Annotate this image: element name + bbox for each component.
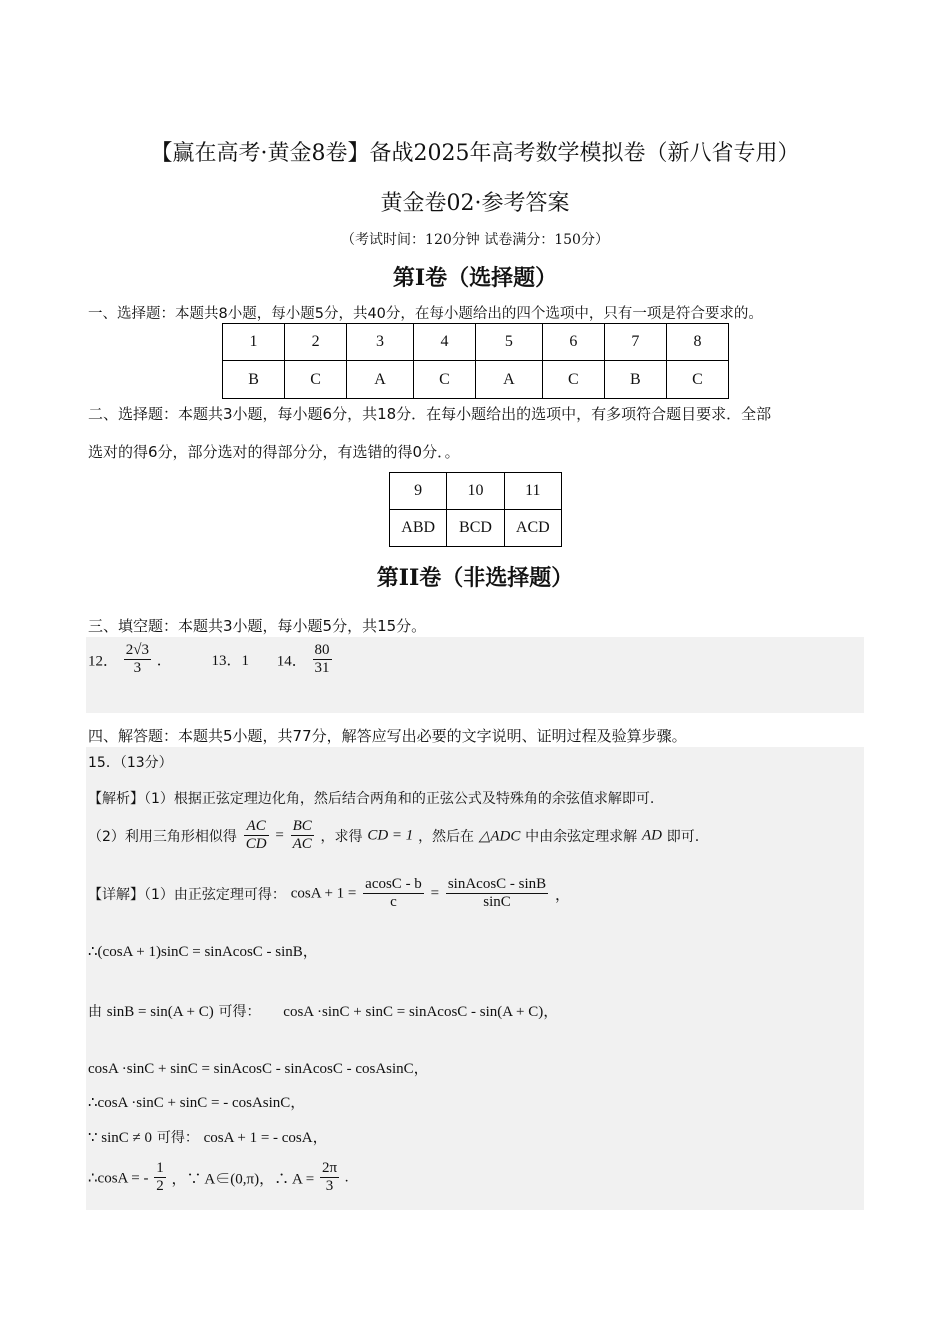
- table-cell: 1: [223, 324, 285, 361]
- table-cell: C: [413, 361, 475, 399]
- main-title: 【赢在高考·黄金8卷】备战2025年高考数学模拟卷（新八省专用）: [150, 141, 800, 166]
- table-cell: 11: [504, 473, 561, 510]
- q12-fraction: $\frac{2√3}{3}$: [125, 642, 149, 677]
- table-cell: 4: [413, 324, 475, 361]
- step2: 由 sinB = sin(A + C) 可得： cosA ·sinC + sinC = sinAcosC - sin(A + C)，: [88, 1004, 559, 1020]
- angle-fraction: $\frac{2\pi}{3}$: [321, 1160, 338, 1195]
- table-cell: 5: [475, 324, 542, 361]
- table-cell: C: [542, 361, 604, 399]
- section1-heading: 一、选择题：本题共8小题，每小题5分，共40分，在每小题给出的四个选项中，只有一项是符合要求的。: [88, 306, 763, 322]
- section2-heading-line2: 选对的得6分，部分选对的得部分分，有选错的得0分．。: [88, 443, 460, 461]
- volume1-title: 第I卷（选择题）: [392, 265, 558, 291]
- table-cell: 2: [285, 324, 347, 361]
- table-cell: 10: [447, 473, 504, 510]
- table-cell: C: [666, 361, 728, 399]
- table-cell: BCD: [447, 510, 504, 547]
- step3: cosA ·sinC + sinC = sinAcosC - sinAcosC - cosAsinC，: [88, 1061, 429, 1077]
- section2-heading-line1: 二、选择题：本题共3小题，每小题6分，共18分．在每小题给出的选项中，有多项符合题目要求．全部: [88, 405, 772, 423]
- table-cell: ACD: [504, 510, 561, 547]
- table-cell: 3: [347, 324, 414, 361]
- sine-rule-fraction: $\frac{\text{sinAcosC - sinB}}{\sin C}$: [447, 876, 547, 911]
- step4: ∴cosA ·sinC + sinC = - cosAsinC，: [88, 1095, 306, 1111]
- fill-answers-row: 12． $\frac{2√3}{3}$ ． 13．1 14． $\frac{80}{31}$: [88, 642, 330, 677]
- section3-heading: 三、填空题：本题共3小题，每小题5分，共15分。: [88, 617, 427, 635]
- step5: ∵ sinC ≠ 0 可得： cosA + 1 = - cosA，: [88, 1130, 328, 1146]
- table-cell: C: [285, 361, 347, 399]
- volume2-title: 第II卷（非选择题）: [376, 565, 574, 591]
- section2-answer-table: [389, 472, 562, 547]
- q14-fraction: $\frac{80}{31}$: [314, 642, 330, 677]
- section4-heading: 四、解答题：本题共5小题，共77分，解答应写出必要的文字说明、证明过程及验算步骤。: [88, 727, 687, 745]
- exam-info: （考试时间：120分钟 试卷满分：150分）: [341, 232, 609, 248]
- half-fraction: $\frac{1}{2}$: [156, 1160, 164, 1195]
- table-cell: 8: [666, 324, 728, 361]
- table-cell: 9: [390, 473, 447, 510]
- analysis-line2: （2）利用三角形相似得 $\frac{AC}{CD}$ = $\frac{BC}{AC}$ ，求得 CD = 1 ，然后在 △ADC 中由余弦定理求解 AD 即可.: [88, 818, 700, 853]
- table-cell: ABD: [390, 510, 447, 547]
- q15-title: 15．（13分）: [88, 755, 173, 771]
- table-cell: A: [347, 361, 414, 399]
- q13-answer: 13．1: [211, 653, 250, 670]
- ratio-fraction: $\frac{AC}{CD}$: [245, 818, 267, 853]
- step1: ∴(cosA + 1)sinC = sinAcosC - sinB，: [88, 944, 318, 960]
- sub-title: 黄金卷02·参考答案: [380, 191, 570, 216]
- section1-answer-table: [222, 323, 729, 399]
- table-cell: 7: [604, 324, 666, 361]
- ratio-fraction: $\frac{BC}{AC}$: [292, 818, 312, 853]
- step6: ∴cosA = - $\frac{1}{2}$ ，∵ A∈(0,π)，∴ A = $\frac{2\pi}{3}$ .: [88, 1160, 349, 1195]
- analysis-line1: 【解析】（1）根据正弦定理边化角，然后结合两角和的正弦公式及特殊角的余弦值求解即可.: [88, 791, 655, 807]
- detail-line: 【详解】（1）由正弦定理可得： cosA + 1 = $\frac{acosC - b}{c}$ = $\frac{\text{sinAcosC - sinB}}{\sin C}$ ，: [88, 876, 570, 911]
- table-cell: 6: [542, 324, 604, 361]
- table-cell: B: [604, 361, 666, 399]
- sine-rule-fraction: $\frac{acosC - b}{c}$: [365, 876, 422, 911]
- table-cell: A: [475, 361, 542, 399]
- table-cell: B: [223, 361, 285, 399]
